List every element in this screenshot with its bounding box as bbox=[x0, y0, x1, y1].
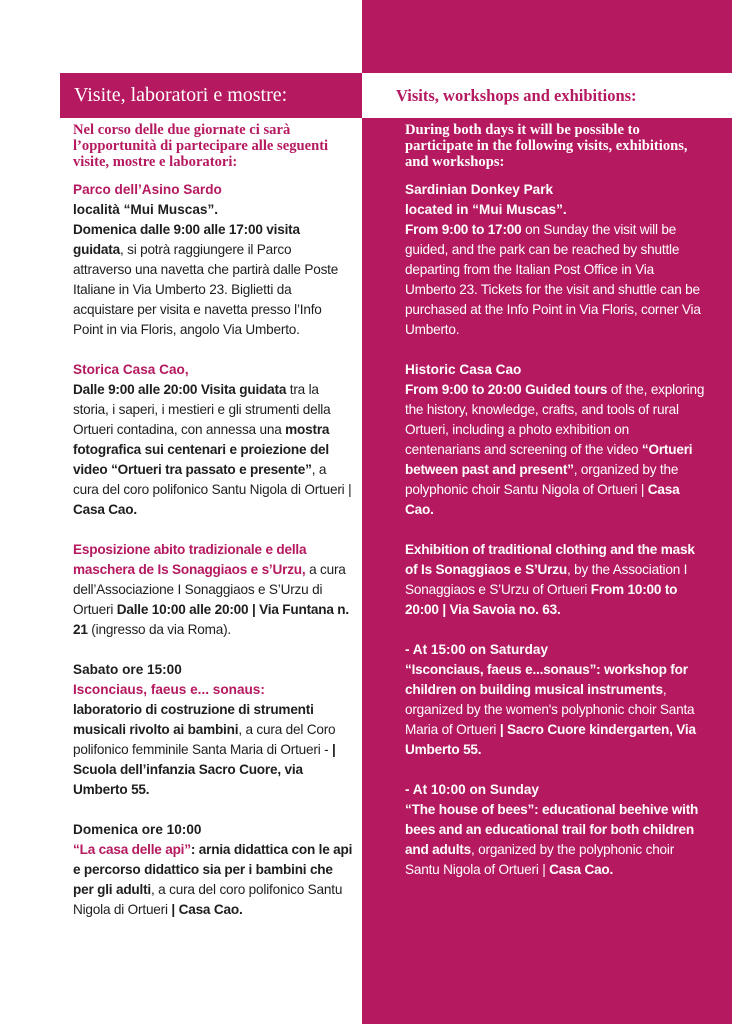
right-park-title: Sardinian Donkey Park bbox=[405, 182, 554, 197]
right-abito-block bbox=[405, 540, 705, 620]
right-sabato-bold1: “Isconciaus, faeus e...sonaus”: workshop for children on building musical instruments bbox=[405, 662, 688, 697]
right-casa-text bbox=[405, 380, 705, 520]
left-sabato-bold1: laboratorio di costruzione di strumenti musicali rivolto ai bambini bbox=[73, 702, 314, 737]
left-domenica-body1: , a cura del coro polifonico Santu Nigola di Ortueri bbox=[73, 882, 343, 917]
right-sabato-place: | Sacro Cuore kindergarten, Via Umberto 55. bbox=[405, 722, 696, 757]
right-domenica-block bbox=[405, 780, 705, 880]
right-sabato-text bbox=[405, 660, 705, 760]
right-casa-time: From 9:00 to 20:00 Guided tours bbox=[405, 382, 608, 397]
left-abito-text bbox=[73, 540, 353, 640]
left-domenica-title: “La casa delle api” bbox=[73, 842, 191, 857]
right-section-header: Visits, workshops and exhibitions: bbox=[362, 73, 732, 118]
left-park-body: , si potrà raggiungere il Parco attraverso una navetta che partirà dalle Poste Italiane in Via Umberto 23. Biglietti da acquistare per visita e navetta presso l’Info Point in via Floris, angolo Via Umberto. bbox=[73, 242, 339, 337]
left-sabato-block bbox=[73, 660, 353, 800]
right-domenica-text bbox=[405, 800, 705, 880]
right-park-text bbox=[405, 220, 705, 340]
left-abito-block bbox=[73, 540, 353, 640]
left-domenica-text bbox=[73, 840, 353, 920]
left-casa-block bbox=[73, 360, 353, 520]
left-casa-text bbox=[73, 380, 353, 520]
left-casa-place: Casa Cao. bbox=[73, 502, 137, 517]
left-casa-title: Storica Casa Cao, bbox=[73, 362, 189, 377]
right-domenica-place: Casa Cao. bbox=[549, 862, 614, 877]
right-domenica-bold1: “The house of bees”: educational beehive with bees and an educational trail for both children and adults bbox=[405, 802, 699, 857]
left-abito-body2: (ingresso da via Roma). bbox=[87, 622, 232, 637]
right-casa-title: Historic Casa Cao bbox=[405, 362, 522, 377]
right-park-block bbox=[405, 180, 705, 340]
left-sabato-title: Isconciaus, faeus e... sonaus: bbox=[73, 682, 265, 697]
left-abito-title: Esposizione abito tradizionale e della maschera de Is Sonaggiaos e s’Urzu, bbox=[73, 542, 307, 577]
left-casa-body1: tra la storia, i saperi, i mestieri e gli strumenti della Ortueri contadina, con annessa una bbox=[73, 382, 331, 437]
right-sabato-body1: , organized by the women's polyphonic choir Santa Maria of Ortueri bbox=[405, 682, 695, 737]
left-park-title: Parco dell’Asino Sardo bbox=[73, 182, 222, 197]
right-domenica-when: - At 10:00 on Sunday bbox=[405, 782, 539, 797]
right-abito-time: From 10:00 to 20:00 | Via Savoia no. 63. bbox=[405, 582, 678, 617]
right-park-time: From 9:00 to 17:00 bbox=[405, 222, 522, 237]
right-casa-bold1: “Ortueri between past and present” bbox=[405, 442, 693, 477]
right-domenica-body1: , organized by the polyphonic choir Santu Nigola of Ortueri | bbox=[405, 842, 675, 877]
left-sabato-body1: , a cura del Coro polifonico femminile Santa Maria di Ortueri - bbox=[73, 722, 336, 757]
left-domenica-bold1: : arnia didattica con le api e percorso didattico sia per i bambini che per gli adulti bbox=[73, 842, 353, 897]
right-casa-block bbox=[405, 360, 705, 520]
left-abito-time: Dalle 10:00 alle 20:00 | Via Funtana n. 21 bbox=[73, 602, 349, 637]
right-casa-place: Casa Cao. bbox=[405, 482, 680, 517]
right-casa-body1: of the, exploring the history, knowledge, crafts, and tools of rural Ortueri, including a photo exhibition on centenarians and screening of the video bbox=[405, 382, 705, 457]
right-park-body: on Sunday the visit will be guided, and the park can be reached by shuttle departing from the Italian Post Office in Via Umberto 23. Tickets for the visit and shuttle can be purchased at the Info Point in Via Floris, corner Via Umberto. bbox=[405, 222, 701, 337]
left-casa-time: Dalle 9:00 alle 20:00 Visita guidata bbox=[73, 382, 287, 397]
left-sabato-text bbox=[73, 700, 353, 800]
right-abito-text bbox=[405, 540, 705, 620]
right-sabato-block bbox=[405, 640, 705, 760]
right-abito-body1: , by the Association I Sonaggiaos e S’Urzu of Ortueri bbox=[405, 562, 688, 597]
left-column bbox=[73, 122, 353, 940]
left-park-block bbox=[73, 180, 353, 340]
left-sabato-when: Sabato ore 15:00 bbox=[73, 662, 182, 677]
left-park-text bbox=[73, 220, 353, 340]
left-park-location: località “Mui Muscas”. bbox=[73, 202, 219, 217]
right-column bbox=[405, 122, 705, 900]
right-sabato-when: - At 15:00 on Saturday bbox=[405, 642, 549, 657]
left-abito-body1: a cura dell’Associazione I Sonaggiaos e S’Urzu di Ortueri bbox=[73, 562, 346, 617]
right-abito-title: Exhibition of traditional clothing and the mask of Is Sonaggiaos e S’Urzu bbox=[405, 542, 695, 577]
left-intro: Nel corso delle due giornate ci sarà l’opportunità di partecipare alle seguenti visite, mostre e laboratori: bbox=[73, 122, 329, 170]
left-domenica-place: | Casa Cao. bbox=[171, 902, 243, 917]
right-park-location: located in “Mui Muscas”. bbox=[405, 202, 567, 217]
right-intro: During both days it will be possible to participate in the following visits, exhibitions, and workshops: bbox=[405, 122, 688, 170]
left-park-time: Domenica dalle 9:00 alle 17:00 visita guidata bbox=[73, 222, 300, 257]
right-casa-body2: , organized by the polyphonic choir Santu Nigola of Ortueri | bbox=[405, 462, 679, 497]
left-section-header: Visite, laboratori e mostre: bbox=[60, 73, 362, 118]
left-casa-bold1: mostra fotografica sui centenari e proiezione del video “Ortueri tra passato e presente” bbox=[73, 422, 330, 477]
left-sabato-place: | Scuola dell’infanzia Sacro Cuore, via Umberto 55. bbox=[73, 742, 336, 797]
left-domenica-when: Domenica ore 10:00 bbox=[73, 822, 202, 837]
left-casa-body2: , a cura del coro polifonico Santu Nigola di Ortueri | bbox=[73, 462, 352, 497]
left-domenica-block bbox=[73, 820, 353, 920]
